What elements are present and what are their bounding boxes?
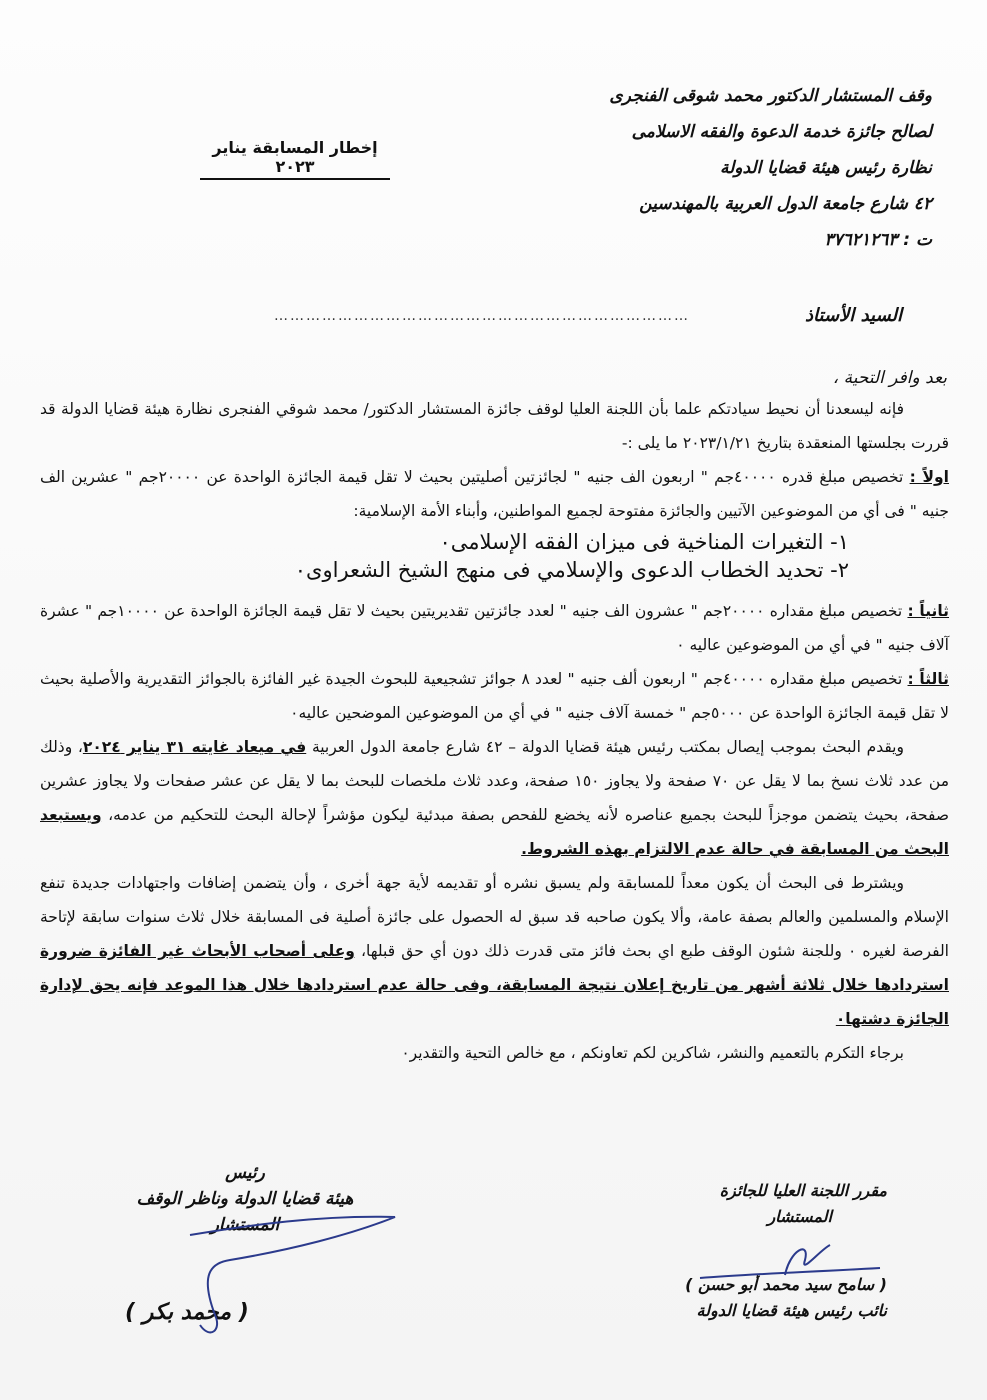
letterhead-line-endowment: وقف المستشار الدكتور محمد شوقى الفنجرى: [609, 86, 932, 106]
addressee-dotted-line: ……………………………………………………………………: [274, 308, 690, 324]
submission-deadline: في ميعاد غايته ٣١ يناير ٢٠٢٤: [82, 738, 307, 756]
president-line1: رئيس: [225, 1163, 265, 1183]
second-clause: [40, 594, 949, 662]
letter-body: [40, 392, 949, 1070]
intro-paragraph: فإنه ليسعدنا أن نحيط سيادتكم علما بأن اللجنة العليا لوقف جائزة المستشار الدكتور/ محمد شوقي الفنجرى نظارة هيئة قضايا الدولة قد قررت بجلستها المنعقدة بتاريخ ٢٠٢٣/١/٢١ ما يلى :-: [40, 400, 949, 452]
conditions-text: ويشترط فى البحث أن يكون معداً للمسابقة ولم يسبق نشره أو تقديمه لأية جهة أخرى ، وأن يتضمن إضافات واجتهادات جديدة تنفع الإسلام والمسلمين والعالم بصفة عامة، وألا يكون صاحبه قد سبق له الحصول على جائزة أصلية فى المسابقة خلال ثلاث سنوات سابقة لإتاحة الفرصة لغيره ٠ وللجنة شئون الوقف طبع اي بحث فائز متى قدرت ذلك دون أي حق قبلها،: [40, 874, 949, 960]
submission-text-2: ، وذلك من عدد ثلاث نسخ بما لا يقل عن ٧٠ صفحة ولا يجاوز ١٥٠ صفحة، وعدد ثلاث ملخصات للبحث بما لا يقل عن عشر صفحات ولا يجاوز عشرين صفحة، بحيث يتضمن موجزاً للبحث بجميع عناصره لأنه يخضع للفحص بصفة مبدئية ليكون مؤشراً لإحالة البحث للتحكيم من عدمه،: [40, 738, 950, 824]
retrieval-notice: وعلى أصحاب الأبحاث غير الفائزة ضرورة استردادها خلال ثلاثة أشهر من تاريخ إعلان نتيجة المسابقة، وفى حالة عدم استردادها خلال هذا الموعد فإنه يحق لإدارة الجائزة دشتها٠: [40, 942, 949, 1028]
first-clause: [40, 460, 949, 528]
president-signature-scribble: [170, 1205, 410, 1345]
president-line2: هيئة قضايا الدولة وناظر الوقف: [136, 1189, 354, 1209]
third-clause-label: ثالثاً :: [907, 670, 950, 688]
addressee: السيد الأستاذ: [805, 305, 902, 326]
letterhead-line-address: ٤٢ شارع جامعة الدول العربية بالمهندسين: [639, 194, 932, 214]
letterhead-line-supervision: نظارة رئيس هيئة قضايا الدولة: [719, 158, 932, 178]
notice-title: إخطار المسابقة يناير ٢٠٢٣: [200, 138, 390, 180]
president-rank: المستشار: [210, 1215, 280, 1235]
third-clause: [40, 662, 949, 730]
president-name: ( محمد بكر ): [125, 1300, 249, 1325]
third-clause-text: تخصيص مبلغ مقداره ٤٠٠٠٠جم " اربعون ألف جنيه " لعدد ٨ جوائز تشجيعية للبحوث الجيدة غير الفائزة بالجوائز التقديرية والأصلية بحيث لا تقل قيمة الجائزة الواحدة عن ٥٠٠٠جم " خمسة آلاف جنيه " في أي من الموضوعين الموضحين عاليه٠: [40, 670, 949, 722]
rapporteur-position: نائب رئيس هيئة قضايا الدولة: [696, 1301, 887, 1320]
second-clause-text: تخصيص مبلغ مقداره ٢٠٠٠٠جم " عشرون الف جنيه " لعدد جائزتين تقديريتين بحيث لا تقل قيمة الجائزة الواحدة عن ١٠٠٠٠جم " عشرة آلاف جنيه " في أي من الموضوعين عاليه ٠: [40, 602, 949, 654]
second-clause-label: ثانياً :: [907, 602, 949, 620]
rapporteur-signature-scribble: [690, 1230, 890, 1290]
letterhead-line-award: لصالح جائزة خدمة الدعوة والفقه الاسلامى: [631, 122, 932, 142]
topic-1: ١- التغيرات المناخية فى ميزان الفقه الإسلامى٠: [439, 530, 849, 554]
rapporteur-title: مقرر اللجنة العليا للجائزة: [719, 1181, 887, 1200]
first-clause-label: اولاً :: [909, 468, 949, 486]
letterhead-line-phone: ت : ٣٧٦٢١٢٦٣: [824, 230, 932, 250]
rapporteur-name: ( سامح سيد محمد أبو حسن ): [685, 1275, 887, 1294]
submission-paragraph: [40, 730, 949, 866]
rapporteur-rank: المستشار: [767, 1207, 832, 1226]
closing-line: برجاء التكرم بالتعميم والنشر، شاكرين لكم تعاونكم ، مع خالص التحية والتقدير٠: [401, 1044, 904, 1062]
first-clause-text: تخصيص مبلغ قدره ٤٠٠٠٠جم " اربعون الف جنيه " لجائزتين أصليتين بحيث لا تقل قيمة الجائزة الواحدة عن ٢٠٠٠٠جم " عشرين الف جنيه " فى أي من الموضوعين الآتيين والجائزة مفتوحة لجميع المواطنين، وأبناء الأمة الإسلامية:: [40, 468, 949, 520]
letterhead: [512, 78, 932, 258]
greeting: بعد وافر التحية ،: [832, 368, 947, 388]
conditions-paragraph: [40, 866, 949, 1036]
submission-text-1: ويقدم البحث بموجب إيصال بمكتب رئيس هيئة قضايا الدولة – ٤٢ شارع جامعة الدول العربية: [306, 738, 904, 756]
exclusion-notice: ويستبعد البحث من المسابقة في حالة عدم الالتزام بهذه الشروط.: [40, 806, 949, 858]
topic-2: ٢- تحديد الخطاب الدعوى والإسلامي فى منهج الشيخ الشعراوى٠: [294, 558, 849, 582]
